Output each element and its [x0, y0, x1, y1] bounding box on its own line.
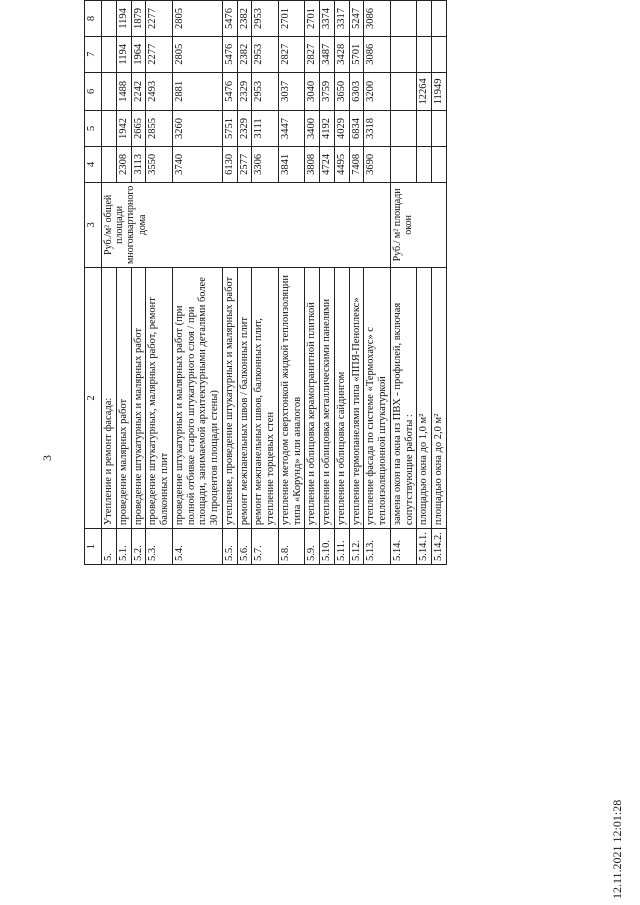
- table-row: [252, 1, 279, 565]
- price-value: 5751: [222, 111, 237, 147]
- price-value: 2701: [278, 1, 305, 37]
- work-description: утепление методом сверхтонкой жидкой теплоизоляции типа «Корунд» или аналогов: [278, 267, 305, 528]
- work-description: утепление и облицовка керамогранитной плиткой: [305, 267, 320, 528]
- row-number: 5.5.: [222, 529, 237, 565]
- price-value: [432, 111, 447, 147]
- price-value: 5701: [349, 36, 364, 72]
- price-value: 1194: [116, 36, 131, 72]
- table-row: [222, 1, 237, 565]
- price-value: 3650: [334, 72, 349, 110]
- price-value: 3487: [320, 36, 335, 72]
- price-value: 1879: [131, 1, 146, 37]
- header-cell: 1: [85, 529, 102, 565]
- row-number: 5.14.: [390, 529, 417, 565]
- row-number: 5.: [102, 529, 117, 565]
- price-value: [390, 146, 417, 182]
- table-row: [305, 1, 320, 565]
- row-number: 5.2.: [131, 529, 146, 565]
- price-value: 3111: [252, 111, 279, 147]
- work-description: Утепление и ремонт фасада:: [102, 267, 117, 528]
- row-number: 5.11.: [334, 529, 349, 565]
- price-value: 3040: [305, 72, 320, 110]
- price-value: 2382: [237, 36, 252, 72]
- work-description: замена окон на окна из ПВХ - профилей, включая сопутствующие работы :: [390, 267, 417, 528]
- work-description: площадью окна до 1,0 м²: [417, 267, 432, 528]
- work-description: утепление термопанелями типа «ППЯ-Пеноплекс»: [349, 267, 364, 528]
- work-description: проведение штукатурных и малярных работ (при полной отбивке старого штукатурного слоя / при площади, занимаемой архитектурными деталями более 30 процентов площади стены): [172, 267, 222, 528]
- price-value: 1942: [116, 111, 131, 147]
- price-value: 2329: [237, 72, 252, 110]
- price-value: 3200: [364, 72, 391, 110]
- price-value: [390, 1, 417, 37]
- price-value: 1488: [116, 72, 131, 110]
- price-value: [417, 146, 432, 182]
- work-description: утепление и облицовка сайдингом: [334, 267, 349, 528]
- row-number: 5.4.: [172, 529, 222, 565]
- work-description: утепление, проведение штукатурных и малярных работ: [222, 267, 237, 528]
- price-value: [417, 111, 432, 147]
- row-number: 5.14.2.: [432, 529, 447, 565]
- price-value: 2827: [278, 36, 305, 72]
- price-value: 3306: [252, 146, 279, 182]
- price-value: 3086: [364, 1, 391, 37]
- price-value: 1964: [131, 36, 146, 72]
- price-value: 3808: [305, 146, 320, 182]
- row-number: 5.12.: [349, 529, 364, 565]
- price-value: [417, 1, 432, 37]
- price-value: 3759: [320, 72, 335, 110]
- price-value: [390, 111, 417, 147]
- price-value: 3317: [334, 1, 349, 37]
- price-value: 2277: [146, 1, 173, 37]
- row-number: 5.13.: [364, 529, 391, 565]
- price-value: [432, 36, 447, 72]
- unit-cell: Руб./м² общей площади многоквартирного дома: [102, 182, 391, 267]
- price-value: 3318: [364, 111, 391, 147]
- price-value: [102, 146, 117, 182]
- price-value: 3260: [172, 111, 222, 147]
- price-value: 2855: [146, 111, 173, 147]
- unit-cell: Руб./ м² площади окон: [390, 182, 446, 267]
- header-row: [85, 1, 102, 565]
- price-value: 5476: [222, 1, 237, 37]
- table-row: [116, 1, 131, 565]
- header-cell: 5: [85, 111, 102, 147]
- price-value: 3841: [278, 146, 305, 182]
- price-value: [390, 36, 417, 72]
- price-value: 4192: [320, 111, 335, 147]
- price-value: 3740: [172, 146, 222, 182]
- price-value: 2277: [146, 36, 173, 72]
- table-row: [131, 1, 146, 565]
- price-value: 2665: [131, 111, 146, 147]
- price-value: 3374: [320, 1, 335, 37]
- price-value: 11949: [432, 72, 447, 110]
- price-value: 4724: [320, 146, 335, 182]
- price-value: 6834: [349, 111, 364, 147]
- header-cell: 4: [85, 146, 102, 182]
- table-row: [146, 1, 173, 565]
- row-number: 5.9.: [305, 529, 320, 565]
- table-row: [417, 1, 432, 565]
- price-value: [102, 72, 117, 110]
- price-value: 3447: [278, 111, 305, 147]
- row-number: 5.1.: [116, 529, 131, 565]
- price-value: 4029: [334, 111, 349, 147]
- price-value: 2382: [237, 1, 252, 37]
- table-row: [364, 1, 391, 565]
- price-value: 7408: [349, 146, 364, 182]
- price-value: 2329: [237, 111, 252, 147]
- table-row: [102, 1, 117, 565]
- price-value: 3037: [278, 72, 305, 110]
- table-row: [432, 1, 447, 565]
- price-value: 3690: [364, 146, 391, 182]
- row-number: 5.3.: [146, 529, 173, 565]
- price-value: [417, 36, 432, 72]
- print-timestamp: 12.11.2021 12:01:28: [610, 799, 624, 899]
- price-value: 3400: [305, 111, 320, 147]
- price-value: 2953: [252, 1, 279, 37]
- price-value: 2953: [252, 36, 279, 72]
- work-description: ремонт межпанельных швов / балконных плит: [237, 267, 252, 528]
- price-value: 3550: [146, 146, 173, 182]
- table-row: [237, 1, 252, 565]
- table-row: [390, 1, 417, 565]
- price-value: 5476: [222, 36, 237, 72]
- table-row: [349, 1, 364, 565]
- price-value: 6130: [222, 146, 237, 182]
- price-value: [432, 146, 447, 182]
- header-cell: 8: [85, 1, 102, 37]
- price-value: 1194: [116, 1, 131, 37]
- table-body: [85, 1, 447, 565]
- price-value: 2881: [172, 72, 222, 110]
- row-number: 5.10.: [320, 529, 335, 565]
- page-number: 3: [40, 455, 54, 461]
- price-value: 3113: [131, 146, 146, 182]
- header-cell: 7: [85, 36, 102, 72]
- table-row: [334, 1, 349, 565]
- work-description: площадью окна до 2,0 м²: [432, 267, 447, 528]
- price-value: [432, 1, 447, 37]
- price-value: 2242: [131, 72, 146, 110]
- work-description: проведение малярных работ: [116, 267, 131, 528]
- header-cell: 3: [85, 182, 102, 267]
- row-number: 5.7.: [252, 529, 279, 565]
- work-description: проведение штукатурных и малярных работ: [131, 267, 146, 528]
- price-value: 5476: [222, 72, 237, 110]
- price-value: 6303: [349, 72, 364, 110]
- table-row: [172, 1, 222, 565]
- work-description: проведение штукатурных, малярных работ, ремонт балконных плит: [146, 267, 173, 528]
- price-value: 3086: [364, 36, 391, 72]
- price-value: [390, 72, 417, 110]
- price-value: [102, 111, 117, 147]
- price-value: 2308: [116, 146, 131, 182]
- header-cell: 2: [85, 267, 102, 528]
- table-row: [320, 1, 335, 565]
- table-row: [278, 1, 305, 565]
- price-value: 3428: [334, 36, 349, 72]
- price-value: 2805: [172, 1, 222, 37]
- price-value: 4495: [334, 146, 349, 182]
- price-table: [84, 0, 447, 565]
- price-value: 5247: [349, 1, 364, 37]
- row-number: 5.8.: [278, 529, 305, 565]
- price-value: 12264: [417, 72, 432, 110]
- work-description: утепление фасада по системе «Термохаус» с теплоизоляционной штукатуркой: [364, 267, 391, 528]
- price-value: [102, 36, 117, 72]
- header-cell: 6: [85, 72, 102, 110]
- price-value: 2493: [146, 72, 173, 110]
- work-description: ремонт межпанельных швов, балконных плит, утепление торцевых стен: [252, 267, 279, 528]
- price-value: 2953: [252, 72, 279, 110]
- price-value: 2701: [305, 1, 320, 37]
- price-value: 2805: [172, 36, 222, 72]
- price-value: [102, 1, 117, 37]
- work-description: утепление и облицовка металлическими панелями: [320, 267, 335, 528]
- row-number: 5.6.: [237, 529, 252, 565]
- row-number: 5.14.1.: [417, 529, 432, 565]
- price-value: 2577: [237, 146, 252, 182]
- price-value: 2827: [305, 36, 320, 72]
